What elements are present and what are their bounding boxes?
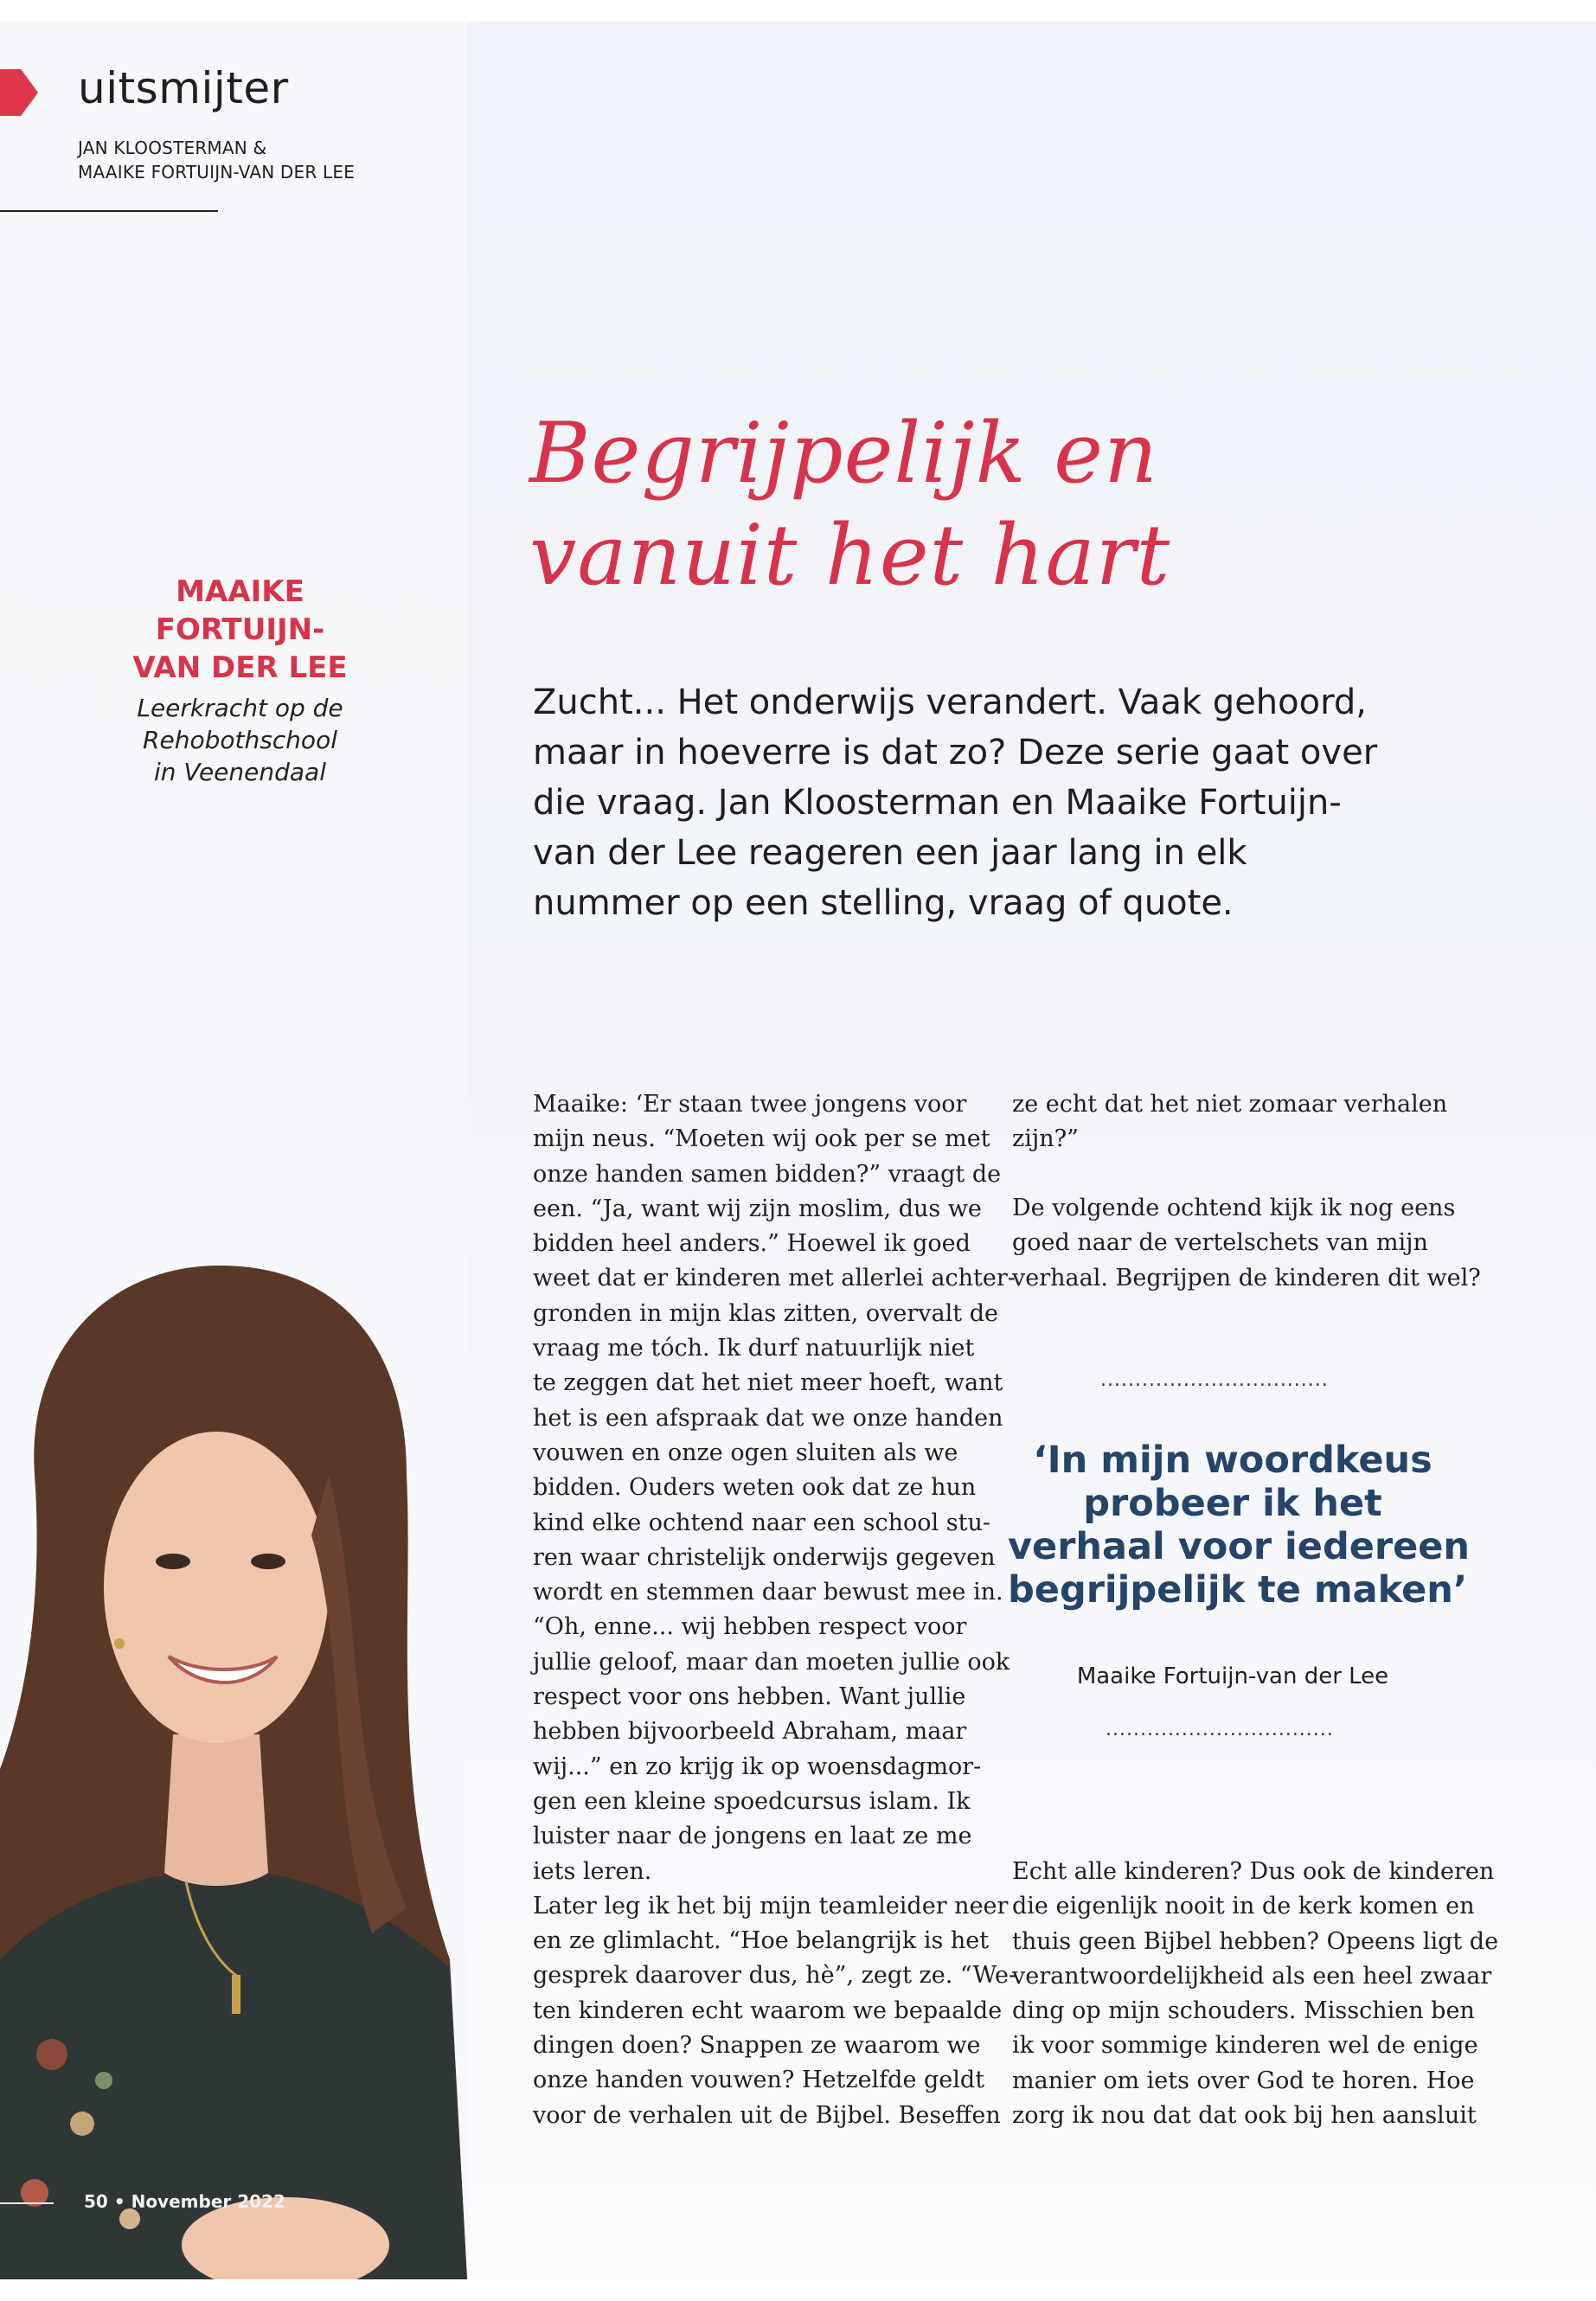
body-line: verantwoordelijkheid als een heel zwaar: [1012, 1962, 1492, 1990]
author-profile: [87, 573, 394, 788]
body-line: zorg ik nou dat dat ook bij hen aansluit: [1012, 2102, 1477, 2130]
body-line: het is een afspraak dat we onze handen: [533, 1404, 1003, 1432]
profile-role-line: in Veenendaal: [154, 758, 326, 786]
body-line: zijn?”: [1012, 1125, 1079, 1153]
page-footer: [84, 2191, 285, 2212]
profile-name-line: MAAIKE FORTUIJN-: [155, 574, 325, 647]
authors-byline: [78, 136, 441, 184]
body-line: luister naar de jongens en laat ze me: [533, 1823, 972, 1850]
body-line: gronden in mijn klas zitten, overvalt de: [533, 1299, 998, 1327]
portrait-photo: [0, 1250, 467, 2279]
body-line: vraag me tóch. Ik durf natuurlijk niet: [533, 1335, 975, 1362]
body-column-2-top: [1012, 1087, 1479, 1157]
pull-quote-line: probeer ik het: [1083, 1482, 1382, 1525]
body-line: ze echt dat het niet zomaar verhalen: [1012, 1091, 1448, 1118]
divider: [0, 210, 218, 212]
body-line: ik voor sommige kinderen wel de enige: [1012, 2032, 1478, 2060]
body-line: goed naar de vertelschets van mijn: [1012, 1229, 1428, 1257]
body-line: manier om iets over God te horen. Hoe: [1012, 2067, 1475, 2094]
body-line: mijn neus. “Moeten wij ook per se met: [533, 1125, 990, 1153]
body-line: kind elke ochtend naar een school stu-: [533, 1509, 990, 1536]
body-line: respect voor ons hebben. Want jullie: [533, 1683, 966, 1711]
profile-role-line: Rehobothschool: [143, 726, 337, 754]
body-line: hebben bijvoorbeeld Abraham, maar: [533, 1718, 967, 1746]
intro-paragraph: [533, 677, 1398, 928]
profile-role-line: Leerkracht op de: [137, 694, 343, 722]
body-line: bidden heel anders.” Hoewel ik goed: [533, 1230, 971, 1258]
article-headline: [529, 402, 1567, 606]
author-line: JAN KLOOSTERMAN &: [78, 138, 267, 158]
body-line: die eigenlijk nooit in de kerk komen en: [1012, 1893, 1475, 1920]
pull-quote-line: verhaal voor iedereen: [1008, 1525, 1471, 1568]
body-column-2-bottom: [1012, 1855, 1499, 2133]
body-line: weet dat er kinderen met allerlei achter-: [533, 1265, 1016, 1292]
body-line: Echt alle kinderen? Dus ook de kinderen: [1012, 1858, 1495, 1885]
body-column-1: [533, 1087, 1017, 2133]
body-line: Maaike: ‘Er staan twee jongens voor: [533, 1091, 967, 1118]
body-line: een. “Ja, want wij zijn moslim, dus we: [533, 1195, 982, 1222]
body-line: gen een kleine spoedcursus islam. Ik: [533, 1787, 971, 1815]
body-line: jullie geloof, maar dan moeten jullie ook: [533, 1648, 1010, 1676]
body-line: onze handen samen bidden?” vraagt de: [533, 1160, 1002, 1188]
body-line: iets leren.: [533, 1857, 652, 1885]
body-line: wij...” en zo krijg ik op woensdagmor-: [533, 1753, 982, 1780]
section-marker: [0, 69, 38, 116]
body-line: voor de verhalen uit de Bijbel. Beseffen: [533, 2101, 1001, 2129]
intro-line: die vraag. Jan Kloosterman en Maaike Fortuijn-: [533, 783, 1342, 823]
pull-quote-line: ‘In mijn woordkeus: [1033, 1439, 1433, 1482]
body-line: onze handen vouwen? Hetzelfde geldt: [533, 2067, 985, 2094]
pull-quote-author: Maaike Fortuijn-van der Lee: [1076, 1663, 1389, 1689]
body-line: “Oh, enne... wij hebben respect voor: [533, 1613, 967, 1641]
headline-line: vanuit het hart: [529, 507, 1171, 604]
profile-name: [87, 573, 394, 687]
profile-role: [87, 692, 394, 788]
body-column-2-mid: [1012, 1191, 1479, 1296]
body-line: thuis geen Bijbel hebben? Opeens ligt de: [1012, 1927, 1499, 1955]
footer-separator: •: [113, 2191, 125, 2212]
footer-rule: [0, 2202, 54, 2204]
intro-line: nummer op een stelling, vraag of quote.: [533, 883, 1234, 923]
intro-line: maar in hoeverre is dat zo? Deze serie gaat over: [533, 733, 1378, 772]
body-line: bidden. Ouders weten ook dat ze hun: [533, 1474, 977, 1502]
magazine-page: [0, 22, 1596, 2279]
body-line: De volgende ochtend kijk ik nog eens: [1012, 1195, 1456, 1221]
intro-line: Zucht... Het onderwijs verandert. Vaak gehoord,: [533, 683, 1367, 722]
body-line: wordt en stemmen daar bewust mee in.: [533, 1579, 1003, 1606]
body-line: Later leg ik het bij mijn teamleider neer: [533, 1892, 1009, 1920]
intro-line: van der Lee reageren een jaar lang in elk: [533, 833, 1247, 873]
issue-date: November 2022: [131, 2191, 285, 2212]
body-line: vouwen en onze ogen sluiten als we: [533, 1439, 958, 1466]
body-line: ten kinderen echt waarom we bepaalde: [533, 1997, 1003, 2024]
body-line: verhaal. Begrijpen de kinderen dit wel?: [1012, 1264, 1481, 1292]
headline-line: Begrijpelijk en: [529, 405, 1158, 502]
body-line: te zeggen dat het niet meer hoeft, want: [533, 1369, 1003, 1397]
body-line: gesprek daarover dus, hè”, zegt ze. “We-: [533, 1962, 1017, 1990]
profile-name-line: VAN DER LEE: [132, 651, 348, 685]
left-column: [0, 22, 467, 2279]
pull-quote: [1008, 1439, 1471, 1612]
page-number: 50: [84, 2191, 108, 2212]
author-line: MAAIKE FORTUIJN-VAN DER LEE: [78, 162, 356, 183]
section-label: uitsmijter: [78, 63, 289, 113]
quote-divider-top: .................................: [1100, 1369, 1329, 1391]
body-line: dingen doen? Snappen ze waarom we: [533, 2032, 981, 2060]
pull-quote-line: begrijpelijk te maken’: [1008, 1568, 1468, 1612]
body-line: ding op mijn schouders. Misschien ben: [1012, 1997, 1475, 2025]
body-line: en ze glimlacht. “Hoe belangrijk is het: [533, 1927, 990, 1955]
quote-divider-bottom: .................................: [1106, 1719, 1334, 1740]
body-line: ren waar christelijk onderwijs gegeven: [533, 1543, 996, 1571]
